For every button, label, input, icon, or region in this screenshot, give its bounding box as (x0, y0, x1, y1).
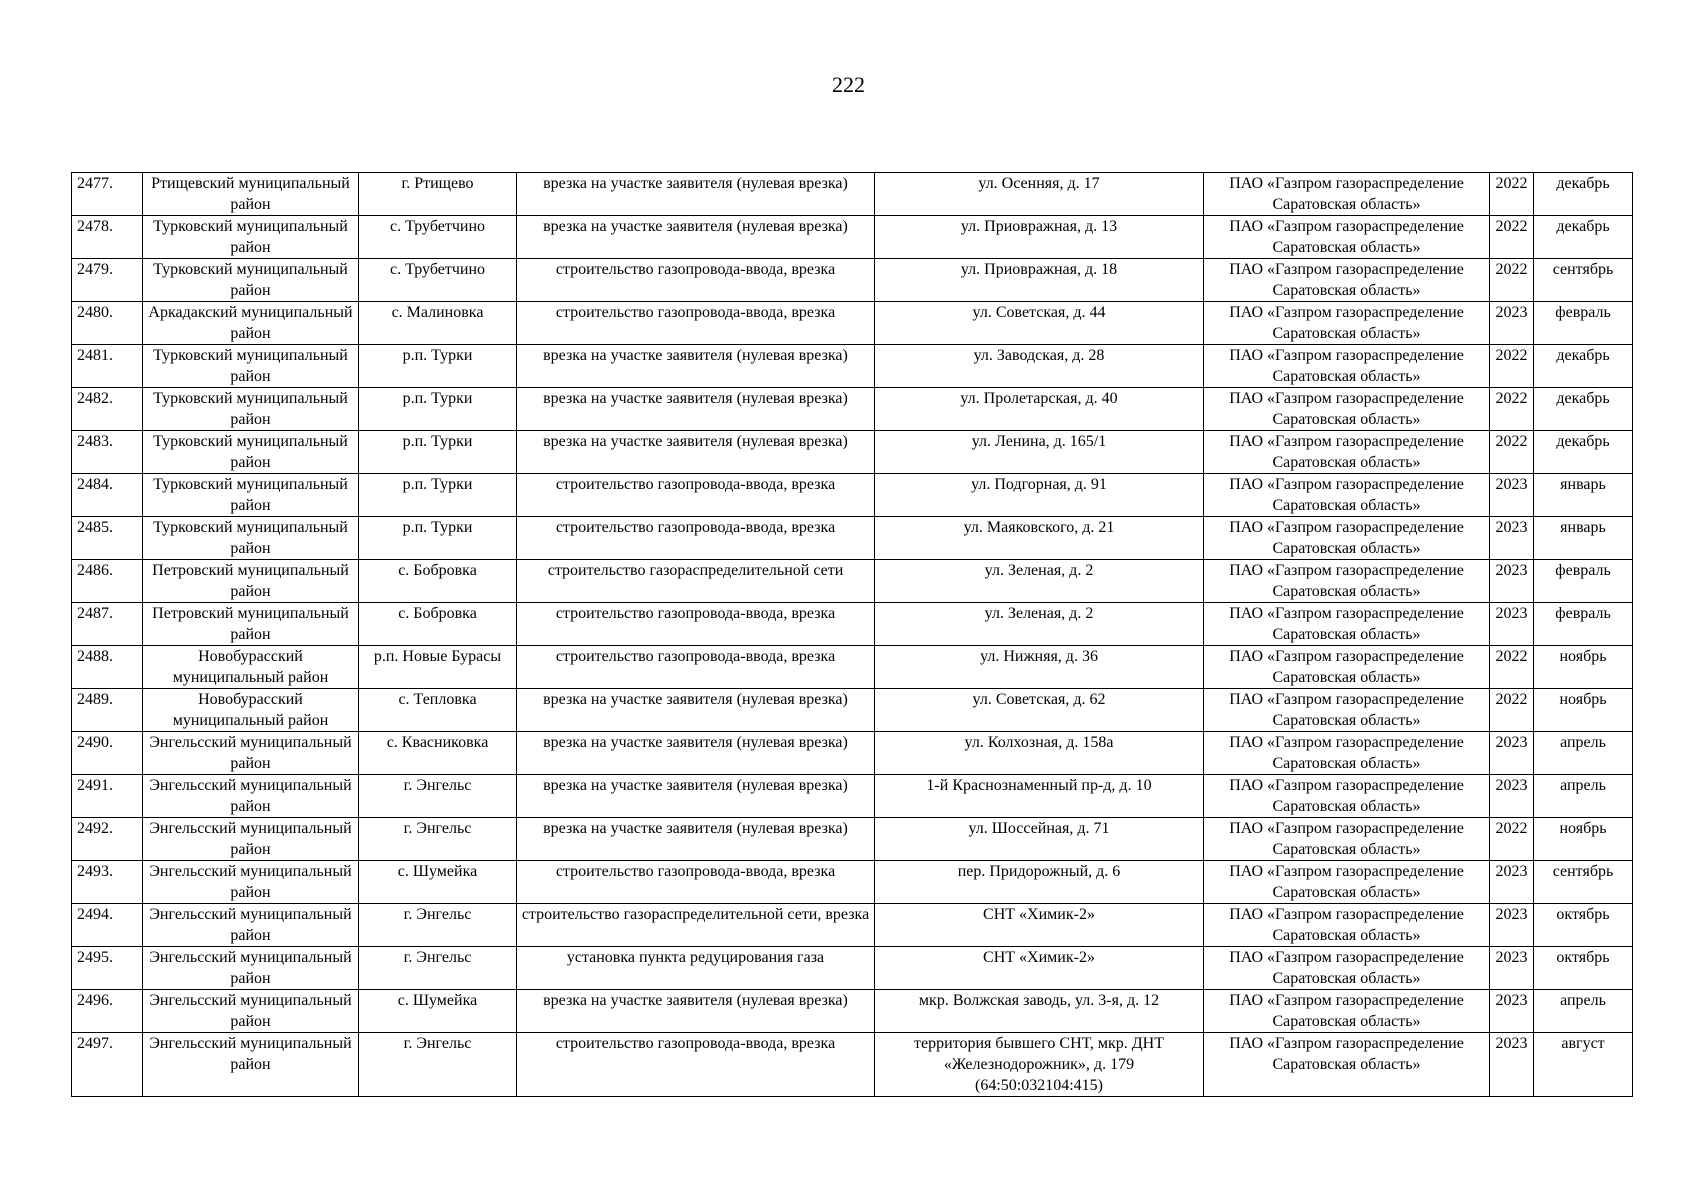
month-cell: февраль (1534, 302, 1633, 345)
organization-cell: ПАО «Газпром газораспределение Саратовская область» (1204, 173, 1490, 216)
row-number-cell: 2482. (72, 388, 143, 431)
settlement-cell: р.п. Новые Бурасы (359, 646, 517, 689)
month-cell: февраль (1534, 560, 1633, 603)
row-number-cell: 2497. (72, 1033, 143, 1097)
row-number-cell: 2490. (72, 732, 143, 775)
address-cell: ул. Шоссейная, д. 71 (875, 818, 1204, 861)
address-cell: ул. Осенняя, д. 17 (875, 173, 1204, 216)
settlement-cell: с. Трубетчино (359, 259, 517, 302)
work-type-cell: врезка на участке заявителя (нулевая врезка) (517, 388, 875, 431)
district-cell: Энгельсский муниципальный район (143, 861, 359, 904)
work-type-cell: установка пункта редуцирования газа (517, 947, 875, 990)
work-type-cell: строительство газопровода-ввода, врезка (517, 302, 875, 345)
district-cell: Турковский муниципальный район (143, 388, 359, 431)
district-cell: Энгельсский муниципальный район (143, 775, 359, 818)
table-row (72, 775, 1633, 818)
settlement-cell: с. Бобровка (359, 603, 517, 646)
district-cell: Аркадакский муниципальный район (143, 302, 359, 345)
organization-cell: ПАО «Газпром газораспределение Саратовская область» (1204, 388, 1490, 431)
organization-cell: ПАО «Газпром газораспределение Саратовская область» (1204, 517, 1490, 560)
work-type-cell: врезка на участке заявителя (нулевая врезка) (517, 818, 875, 861)
organization-cell: ПАО «Газпром газораспределение Саратовская область» (1204, 689, 1490, 732)
month-cell: ноябрь (1534, 818, 1633, 861)
row-number-cell: 2477. (72, 173, 143, 216)
district-cell: Турковский муниципальный район (143, 431, 359, 474)
table-row (72, 345, 1633, 388)
district-cell: Петровский муниципальный район (143, 560, 359, 603)
address-cell: ул. Колхозная, д. 158а (875, 732, 1204, 775)
settlement-cell: р.п. Турки (359, 388, 517, 431)
address-cell: ул. Советская, д. 44 (875, 302, 1204, 345)
work-type-cell: строительство газораспределительной сети (517, 560, 875, 603)
row-number-cell: 2480. (72, 302, 143, 345)
month-cell: сентябрь (1534, 259, 1633, 302)
month-cell: декабрь (1534, 173, 1633, 216)
settlement-cell: с. Шумейка (359, 861, 517, 904)
settlement-cell: р.п. Турки (359, 517, 517, 560)
year-cell: 2023 (1490, 904, 1534, 947)
organization-cell: ПАО «Газпром газораспределение Саратовская область» (1204, 259, 1490, 302)
month-cell: декабрь (1534, 388, 1633, 431)
month-cell: апрель (1534, 775, 1633, 818)
settlement-cell: р.п. Турки (359, 474, 517, 517)
year-cell: 2022 (1490, 646, 1534, 689)
district-cell: Энгельсский муниципальный район (143, 947, 359, 990)
work-type-cell: врезка на участке заявителя (нулевая врезка) (517, 990, 875, 1033)
table-row (72, 1033, 1633, 1097)
address-cell: ул. Зеленая, д. 2 (875, 603, 1204, 646)
year-cell: 2022 (1490, 216, 1534, 259)
settlement-cell: г. Энгельс (359, 904, 517, 947)
table-row (72, 302, 1633, 345)
address-cell: ул. Пролетарская, д. 40 (875, 388, 1204, 431)
table-body (72, 173, 1633, 1097)
work-type-cell: строительство газопровода-ввода, врезка (517, 474, 875, 517)
row-number-cell: 2491. (72, 775, 143, 818)
organization-cell: ПАО «Газпром газораспределение Саратовская область» (1204, 947, 1490, 990)
district-cell: Новобурасский муниципальный район (143, 689, 359, 732)
gasification-table (71, 172, 1633, 1097)
month-cell: октябрь (1534, 947, 1633, 990)
work-type-cell: врезка на участке заявителя (нулевая врезка) (517, 689, 875, 732)
settlement-cell: г. Энгельс (359, 947, 517, 990)
organization-cell: ПАО «Газпром газораспределение Саратовская область» (1204, 646, 1490, 689)
district-cell: Ртищевский муниципальный район (143, 173, 359, 216)
district-cell: Турковский муниципальный район (143, 259, 359, 302)
organization-cell: ПАО «Газпром газораспределение Саратовская область» (1204, 904, 1490, 947)
organization-cell: ПАО «Газпром газораспределение Саратовская область» (1204, 474, 1490, 517)
work-type-cell: строительство газопровода-ввода, врезка (517, 603, 875, 646)
work-type-cell: строительство газопровода-ввода, врезка (517, 861, 875, 904)
year-cell: 2022 (1490, 173, 1534, 216)
row-number-cell: 2495. (72, 947, 143, 990)
table-row (72, 861, 1633, 904)
organization-cell: ПАО «Газпром газораспределение Саратовская область» (1204, 990, 1490, 1033)
organization-cell: ПАО «Газпром газораспределение Саратовская область» (1204, 216, 1490, 259)
district-cell: Турковский муниципальный район (143, 345, 359, 388)
month-cell: декабрь (1534, 345, 1633, 388)
row-number-cell: 2479. (72, 259, 143, 302)
organization-cell: ПАО «Газпром газораспределение Саратовская область» (1204, 302, 1490, 345)
address-cell: ул. Нижняя, д. 36 (875, 646, 1204, 689)
settlement-cell: г. Энгельс (359, 775, 517, 818)
address-cell: мкр. Волжская заводь, ул. 3-я, д. 12 (875, 990, 1204, 1033)
organization-cell: ПАО «Газпром газораспределение Саратовская область» (1204, 560, 1490, 603)
district-cell: Энгельсский муниципальный район (143, 904, 359, 947)
year-cell: 2023 (1490, 603, 1534, 646)
month-cell: октябрь (1534, 904, 1633, 947)
year-cell: 2023 (1490, 775, 1534, 818)
work-type-cell: врезка на участке заявителя (нулевая врезка) (517, 173, 875, 216)
year-cell: 2023 (1490, 474, 1534, 517)
row-number-cell: 2489. (72, 689, 143, 732)
month-cell: декабрь (1534, 431, 1633, 474)
address-cell: ул. Зеленая, д. 2 (875, 560, 1204, 603)
district-cell: Энгельсский муниципальный район (143, 732, 359, 775)
organization-cell: ПАО «Газпром газораспределение Саратовская область» (1204, 603, 1490, 646)
address-cell: ул. Подгорная, д. 91 (875, 474, 1204, 517)
settlement-cell: с. Квасниковка (359, 732, 517, 775)
district-cell: Энгельсский муниципальный район (143, 1033, 359, 1097)
row-number-cell: 2493. (72, 861, 143, 904)
organization-cell: ПАО «Газпром газораспределение Саратовская область» (1204, 861, 1490, 904)
district-cell: Новобурасский муниципальный район (143, 646, 359, 689)
district-cell: Петровский муниципальный район (143, 603, 359, 646)
address-cell: ул. Ленина, д. 165/1 (875, 431, 1204, 474)
row-number-cell: 2487. (72, 603, 143, 646)
district-cell: Турковский муниципальный район (143, 474, 359, 517)
address-cell: ул. Приовражная, д. 13 (875, 216, 1204, 259)
year-cell: 2023 (1490, 302, 1534, 345)
row-number-cell: 2486. (72, 560, 143, 603)
address-cell: ул. Приовражная, д. 18 (875, 259, 1204, 302)
work-type-cell: врезка на участке заявителя (нулевая врезка) (517, 431, 875, 474)
district-cell: Турковский муниципальный район (143, 517, 359, 560)
month-cell: ноябрь (1534, 646, 1633, 689)
work-type-cell: строительство газопровода-ввода, врезка (517, 1033, 875, 1097)
row-number-cell: 2494. (72, 904, 143, 947)
work-type-cell: строительство газопровода-ввода, врезка (517, 646, 875, 689)
month-cell: январь (1534, 474, 1633, 517)
month-cell: апрель (1534, 990, 1633, 1033)
settlement-cell: р.п. Турки (359, 345, 517, 388)
year-cell: 2022 (1490, 431, 1534, 474)
row-number-cell: 2488. (72, 646, 143, 689)
table-row (72, 904, 1633, 947)
month-cell: февраль (1534, 603, 1633, 646)
year-cell: 2022 (1490, 818, 1534, 861)
row-number-cell: 2483. (72, 431, 143, 474)
settlement-cell: с. Малиновка (359, 302, 517, 345)
year-cell: 2022 (1490, 388, 1534, 431)
organization-cell: ПАО «Газпром газораспределение Саратовская область» (1204, 345, 1490, 388)
address-cell: ул. Советская, д. 62 (875, 689, 1204, 732)
address-cell: ул. Заводская, д. 28 (875, 345, 1204, 388)
district-cell: Энгельсский муниципальный район (143, 818, 359, 861)
address-cell: СНТ «Химик-2» (875, 904, 1204, 947)
table-row (72, 818, 1633, 861)
organization-cell: ПАО «Газпром газораспределение Саратовская область» (1204, 1033, 1490, 1097)
year-cell: 2022 (1490, 259, 1534, 302)
table-row (72, 947, 1633, 990)
row-number-cell: 2496. (72, 990, 143, 1033)
row-number-cell: 2485. (72, 517, 143, 560)
month-cell: август (1534, 1033, 1633, 1097)
table-row (72, 603, 1633, 646)
page-number: 222 (832, 72, 865, 97)
settlement-cell: с. Трубетчино (359, 216, 517, 259)
organization-cell: ПАО «Газпром газораспределение Саратовская область» (1204, 732, 1490, 775)
address-cell: ул. Маяковского, д. 21 (875, 517, 1204, 560)
work-type-cell: врезка на участке заявителя (нулевая врезка) (517, 345, 875, 388)
table-row (72, 173, 1633, 216)
month-cell: апрель (1534, 732, 1633, 775)
row-number-cell: 2484. (72, 474, 143, 517)
row-number-cell: 2481. (72, 345, 143, 388)
year-cell: 2023 (1490, 990, 1534, 1033)
address-cell: СНТ «Химик-2» (875, 947, 1204, 990)
work-type-cell: строительство газопровода-ввода, врезка (517, 259, 875, 302)
work-type-cell: строительство газораспределительной сети, врезка (517, 904, 875, 947)
district-cell: Турковский муниципальный район (143, 216, 359, 259)
row-number-cell: 2478. (72, 216, 143, 259)
table-row (72, 689, 1633, 732)
settlement-cell: с. Тепловка (359, 689, 517, 732)
month-cell: сентябрь (1534, 861, 1633, 904)
work-type-cell: строительство газопровода-ввода, врезка (517, 517, 875, 560)
organization-cell: ПАО «Газпром газораспределение Саратовская область» (1204, 818, 1490, 861)
address-cell: территория бывшего СНТ, мкр. ДНТ «Железнодорожник», д. 179 (64:50:032104:415) (875, 1033, 1204, 1097)
year-cell: 2022 (1490, 345, 1534, 388)
settlement-cell: с. Шумейка (359, 990, 517, 1033)
year-cell: 2023 (1490, 861, 1534, 904)
table-row (72, 990, 1633, 1033)
address-cell: 1-й Краснознаменный пр-д, д. 10 (875, 775, 1204, 818)
year-cell: 2023 (1490, 1033, 1534, 1097)
table-row (72, 560, 1633, 603)
table-row (72, 259, 1633, 302)
address-cell: пер. Придорожный, д. 6 (875, 861, 1204, 904)
district-cell: Энгельсский муниципальный район (143, 990, 359, 1033)
month-cell: ноябрь (1534, 689, 1633, 732)
table-row (72, 388, 1633, 431)
settlement-cell: с. Бобровка (359, 560, 517, 603)
table-row (72, 732, 1633, 775)
work-type-cell: врезка на участке заявителя (нулевая врезка) (517, 216, 875, 259)
year-cell: 2023 (1490, 732, 1534, 775)
settlement-cell: г. Энгельс (359, 818, 517, 861)
year-cell: 2023 (1490, 947, 1534, 990)
table-row (72, 431, 1633, 474)
year-cell: 2022 (1490, 689, 1534, 732)
table-row (72, 646, 1633, 689)
table-row (72, 216, 1633, 259)
work-type-cell: врезка на участке заявителя (нулевая врезка) (517, 775, 875, 818)
year-cell: 2023 (1490, 560, 1534, 603)
table-row (72, 474, 1633, 517)
table-row (72, 517, 1633, 560)
month-cell: декабрь (1534, 216, 1633, 259)
row-number-cell: 2492. (72, 818, 143, 861)
settlement-cell: г. Энгельс (359, 1033, 517, 1097)
year-cell: 2023 (1490, 517, 1534, 560)
work-type-cell: врезка на участке заявителя (нулевая врезка) (517, 732, 875, 775)
organization-cell: ПАО «Газпром газораспределение Саратовская область» (1204, 775, 1490, 818)
organization-cell: ПАО «Газпром газораспределение Саратовская область» (1204, 431, 1490, 474)
month-cell: январь (1534, 517, 1633, 560)
settlement-cell: р.п. Турки (359, 431, 517, 474)
settlement-cell: г. Ртищево (359, 173, 517, 216)
